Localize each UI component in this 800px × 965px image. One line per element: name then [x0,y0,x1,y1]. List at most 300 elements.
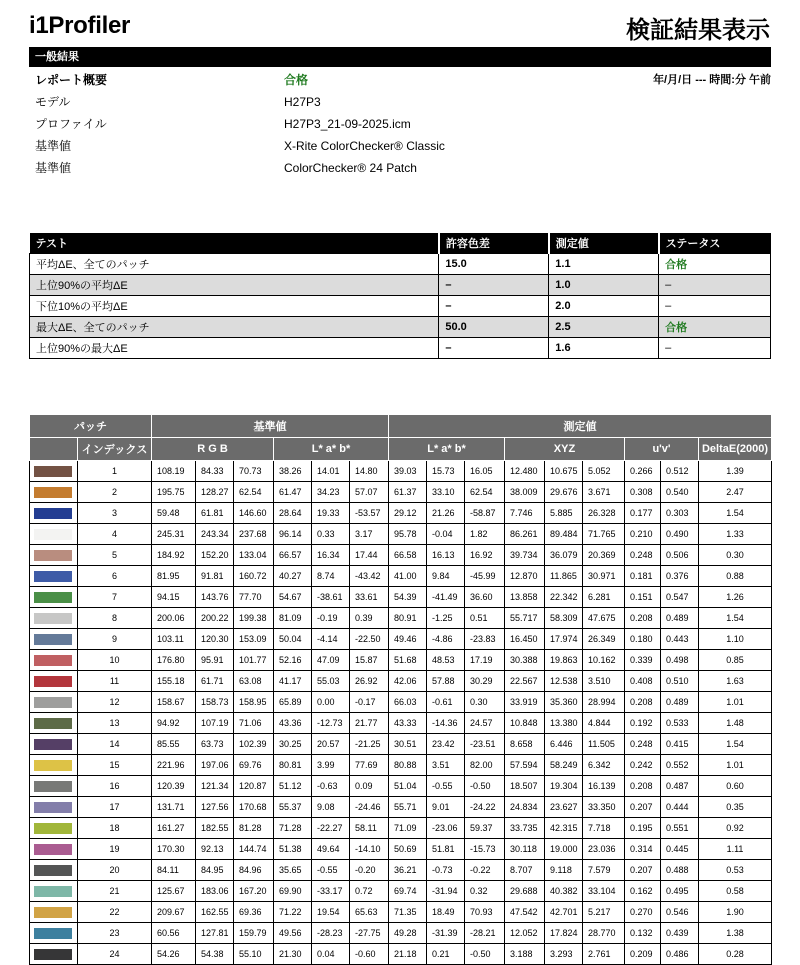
patch-swatch-cell [30,545,78,566]
patch-row [30,671,772,692]
rgb-value: 144.74 [234,839,274,860]
xyz-value: 58.309 [545,608,583,629]
rgb-value: 108.19 [152,461,196,482]
patch-swatch-cell [30,692,78,713]
xyz-value: 24.834 [505,797,545,818]
test-status: – [659,338,771,359]
patch-swatch-cell [30,818,78,839]
xyz-value: 40.382 [545,881,583,902]
test-name: 下位10%の平均ΔE [30,296,439,317]
lab-meas-value: 54.39 [389,587,427,608]
group-patch: パッチ [30,415,152,438]
lab-ref-value: 77.69 [350,755,389,776]
patch-index: 14 [78,734,152,755]
patch-index: 23 [78,923,152,944]
lab-meas-value: -0.04 [427,524,465,545]
lab-ref-value: -0.20 [350,860,389,881]
color-swatch [34,907,72,918]
lab-meas-value: -23.83 [465,629,505,650]
xyz-value: 19.000 [545,839,583,860]
lab-ref-value: 9.08 [312,797,350,818]
summary-label: レポート概要 [35,73,108,87]
rgb-value: 200.22 [196,608,234,629]
color-swatch [34,886,72,897]
color-swatch [34,529,72,540]
lab-ref-value: 65.63 [350,902,389,923]
rgb-value: 245.31 [152,524,196,545]
patch-swatch-cell [30,776,78,797]
lab-meas-value: -23.51 [465,734,505,755]
deltae-value: 1.90 [699,902,772,923]
lab-meas-value: 16.05 [465,461,505,482]
xyz-value: 23.036 [583,839,625,860]
patch-row [30,944,772,965]
xyz-value: 12.052 [505,923,545,944]
rgb-value: 61.81 [196,503,234,524]
lab-ref-value: 50.04 [274,629,312,650]
test-tolerance: 50.0 [439,317,549,338]
patch-index: 20 [78,860,152,881]
xyz-value: 28.770 [583,923,625,944]
uv-value: 0.444 [661,797,699,818]
summary-label: 基準値 [35,161,72,175]
col-tolerance: 許容色差 [439,233,549,254]
lab-ref-value: 51.38 [274,839,312,860]
rgb-value: 69.76 [234,755,274,776]
lab-ref-value: 14.80 [350,461,389,482]
patch-row [30,524,772,545]
uv-value: 0.489 [661,692,699,713]
lab-meas-value: 0.32 [465,881,505,902]
xyz-value: 30.971 [583,566,625,587]
xyz-value: 17.824 [545,923,583,944]
patch-row [30,902,772,923]
lab-meas-value: 3.51 [427,755,465,776]
lab-ref-value: 34.23 [312,482,350,503]
lab-meas-value: 59.37 [465,818,505,839]
lab-meas-value: 21.26 [427,503,465,524]
test-name: 上位90%の最大ΔE [30,338,439,359]
deltae-value: 1.01 [699,755,772,776]
col-deltae: DeltaE(2000) [699,438,772,461]
lab-meas-value: 66.03 [389,692,427,713]
lab-ref-value: -14.10 [350,839,389,860]
lab-ref-value: 51.12 [274,776,312,797]
lab-meas-value: 49.46 [389,629,427,650]
xyz-value: 19.863 [545,650,583,671]
patch-row [30,839,772,860]
lab-meas-value: 80.91 [389,608,427,629]
patch-swatch-cell [30,755,78,776]
lab-meas-value: 30.29 [465,671,505,692]
rgb-value: 120.30 [196,629,234,650]
patch-swatch-cell [30,797,78,818]
col-lab-ref: L* a* b* [274,438,389,461]
lab-ref-value: -12.73 [312,713,350,734]
deltae-value: 0.60 [699,776,772,797]
lab-meas-value: 16.92 [465,545,505,566]
uv-value: 0.192 [625,713,661,734]
lab-ref-value: -24.46 [350,797,389,818]
lab-ref-value: 0.09 [350,776,389,797]
uv-value: 0.376 [661,566,699,587]
xyz-value: 47.675 [583,608,625,629]
uv-value: 0.540 [661,482,699,503]
uv-value: 0.495 [661,881,699,902]
deltae-value: 2.47 [699,482,772,503]
lab-meas-value: 0.21 [427,944,465,965]
color-swatch [34,592,72,603]
xyz-value: 3.293 [545,944,583,965]
uv-value: 0.445 [661,839,699,860]
xyz-value: 89.484 [545,524,583,545]
lab-meas-value: -23.06 [427,818,465,839]
patch-row [30,776,772,797]
lab-meas-value: -14.36 [427,713,465,734]
rgb-value: 197.06 [196,755,234,776]
lab-ref-value: 55.37 [274,797,312,818]
lab-meas-value: -0.73 [427,860,465,881]
xyz-value: 33.919 [505,692,545,713]
patch-index: 7 [78,587,152,608]
lab-meas-value: 1.82 [465,524,505,545]
xyz-value: 6.281 [583,587,625,608]
uv-value: 0.339 [625,650,661,671]
xyz-value: 22.567 [505,671,545,692]
lab-meas-value: 66.58 [389,545,427,566]
rgb-value: 155.18 [152,671,196,692]
test-tolerance: – [439,296,549,317]
xyz-value: 28.994 [583,692,625,713]
xyz-value: 10.675 [545,461,583,482]
lab-meas-value: 70.93 [465,902,505,923]
lab-ref-value: 28.64 [274,503,312,524]
xyz-value: 42.315 [545,818,583,839]
lab-ref-value: -22.27 [312,818,350,839]
xyz-value: 30.118 [505,839,545,860]
lab-ref-value: 0.00 [312,692,350,713]
lab-meas-value: -41.49 [427,587,465,608]
color-swatch [34,802,72,813]
lab-meas-value: 16.13 [427,545,465,566]
lab-ref-value: 43.36 [274,713,312,734]
patch-row [30,566,772,587]
lab-meas-value: 51.81 [427,839,465,860]
patch-row [30,587,772,608]
uv-value: 0.248 [625,545,661,566]
xyz-value: 8.707 [505,860,545,881]
patch-swatch-cell [30,734,78,755]
rgb-value: 176.80 [152,650,196,671]
patch-row [30,650,772,671]
patch-swatch-cell [30,503,78,524]
rgb-value: 85.55 [152,734,196,755]
lab-meas-value: 36.21 [389,860,427,881]
uv-value: 0.303 [661,503,699,524]
lab-meas-value: -1.25 [427,608,465,629]
color-swatch [34,718,72,729]
xyz-value: 17.974 [545,629,583,650]
patch-swatch-cell [30,650,78,671]
lab-meas-value: -24.22 [465,797,505,818]
xyz-value: 12.538 [545,671,583,692]
color-swatch [34,781,72,792]
patch-index: 21 [78,881,152,902]
lab-meas-value: 24.57 [465,713,505,734]
lab-ref-value: 3.17 [350,524,389,545]
rgb-value: 84.33 [196,461,234,482]
xyz-value: 13.380 [545,713,583,734]
lab-ref-value: 0.33 [312,524,350,545]
patch-swatch-cell [30,923,78,944]
lab-ref-value: 49.64 [312,839,350,860]
rgb-value: 70.73 [234,461,274,482]
lab-ref-value: -21.25 [350,734,389,755]
rgb-value: 120.39 [152,776,196,797]
lab-meas-value: -0.61 [427,692,465,713]
rgb-value: 128.27 [196,482,234,503]
uv-value: 0.195 [625,818,661,839]
xyz-value: 7.718 [583,818,625,839]
xyz-value: 7.746 [505,503,545,524]
patch-swatch-cell [30,566,78,587]
lab-ref-value: 19.54 [312,902,350,923]
uv-value: 0.151 [625,587,661,608]
summary-row [29,113,771,135]
patch-index: 16 [78,776,152,797]
patch-index: 11 [78,671,152,692]
uv-value: 0.443 [661,629,699,650]
deltae-value: 1.33 [699,524,772,545]
uv-value: 0.415 [661,734,699,755]
test-row [30,338,771,359]
lab-meas-value: 15.73 [427,461,465,482]
xyz-value: 2.761 [583,944,625,965]
xyz-value: 58.249 [545,755,583,776]
deltae-value: 1.10 [699,629,772,650]
xyz-value: 55.717 [505,608,545,629]
uv-value: 0.162 [625,881,661,902]
uv-value: 0.314 [625,839,661,860]
patch-row [30,818,772,839]
lab-ref-value: 26.92 [350,671,389,692]
lab-ref-value: 61.47 [274,482,312,503]
uv-value: 0.487 [661,776,699,797]
test-measured: 2.0 [549,296,659,317]
lab-meas-value: 9.84 [427,566,465,587]
lab-ref-value: -0.19 [312,608,350,629]
lab-meas-value: 33.10 [427,482,465,503]
lab-meas-value: 82.00 [465,755,505,776]
rgb-value: 146.60 [234,503,274,524]
date-time: 年/月/日 --- 時間:分 午前 [653,74,771,86]
patch-row [30,860,772,881]
lab-ref-value: -28.23 [312,923,350,944]
rgb-value: 55.10 [234,944,274,965]
rgb-value: 60.56 [152,923,196,944]
lab-meas-value: 30.51 [389,734,427,755]
test-tolerance: 15.0 [439,254,549,275]
summary-row [29,69,771,91]
xyz-value: 13.858 [505,587,545,608]
lab-ref-value: 15.87 [350,650,389,671]
rgb-value: 243.34 [196,524,234,545]
lab-meas-value: 48.53 [427,650,465,671]
rgb-value: 54.38 [196,944,234,965]
patch-swatch-cell [30,860,78,881]
patch-row [30,797,772,818]
lab-ref-value: 55.03 [312,671,350,692]
xyz-value: 10.848 [505,713,545,734]
xyz-value: 47.542 [505,902,545,923]
xyz-value: 42.701 [545,902,583,923]
lab-ref-value: 19.33 [312,503,350,524]
rgb-value: 103.11 [152,629,196,650]
test-tolerance: – [439,275,549,296]
xyz-value: 19.304 [545,776,583,797]
col-measured: 測定値 [549,233,659,254]
rgb-value: 63.73 [196,734,234,755]
lab-meas-value: 95.78 [389,524,427,545]
patch-swatch-cell [30,524,78,545]
patch-swatch-cell [30,482,78,503]
xyz-value: 26.349 [583,629,625,650]
summary-value: H27P3_21-09-2025.icm [284,117,411,131]
test-measured: 2.5 [549,317,659,338]
patch-swatch-cell [30,608,78,629]
patch-swatch-cell [30,461,78,482]
lab-ref-value: -0.17 [350,692,389,713]
patch-index: 18 [78,818,152,839]
test-name: 平均ΔE、全てのパッチ [30,254,439,275]
rgb-value: 81.95 [152,566,196,587]
xyz-value: 57.594 [505,755,545,776]
lab-ref-value: 54.67 [274,587,312,608]
patch-swatch-cell [30,587,78,608]
xyz-value: 4.844 [583,713,625,734]
lab-meas-value: 51.04 [389,776,427,797]
lab-meas-value: 80.88 [389,755,427,776]
rgb-value: 167.20 [234,881,274,902]
patch-index: 6 [78,566,152,587]
deltae-value: 1.48 [699,713,772,734]
col-index: インデックス [78,438,152,461]
lab-ref-value: 21.30 [274,944,312,965]
test-row [30,275,771,296]
lab-ref-value: 17.44 [350,545,389,566]
rgb-value: 127.56 [196,797,234,818]
lab-meas-value: 50.69 [389,839,427,860]
uv-value: 0.510 [661,671,699,692]
rgb-value: 152.20 [196,545,234,566]
col-lab-meas: L* a* b* [389,438,505,461]
xyz-value: 23.627 [545,797,583,818]
patch-index: 9 [78,629,152,650]
lab-meas-value: 71.35 [389,902,427,923]
lab-meas-value: 9.01 [427,797,465,818]
lab-ref-value: 30.25 [274,734,312,755]
xyz-value: 39.734 [505,545,545,566]
lab-ref-value: 3.99 [312,755,350,776]
lab-ref-value: -53.57 [350,503,389,524]
patch-swatch-cell [30,671,78,692]
lab-ref-value: 69.90 [274,881,312,902]
test-results-table [29,233,771,359]
uv-value: 0.533 [661,713,699,734]
patch-swatch-cell [30,713,78,734]
deltae-value: 0.35 [699,797,772,818]
group-measured: 測定値 [389,415,772,438]
rgb-value: 221.96 [152,755,196,776]
deltae-value: 0.28 [699,944,772,965]
patch-table [29,414,772,965]
rgb-value: 195.75 [152,482,196,503]
xyz-value: 6.342 [583,755,625,776]
deltae-value: 1.63 [699,671,772,692]
rgb-value: 125.67 [152,881,196,902]
uv-value: 0.552 [661,755,699,776]
uv-value: 0.498 [661,650,699,671]
patch-swatch-cell [30,881,78,902]
xyz-value: 86.261 [505,524,545,545]
lab-ref-value: -33.17 [312,881,350,902]
summary-value: X-Rite ColorChecker® Classic [284,139,445,153]
deltae-value: 1.26 [699,587,772,608]
uv-value: 0.132 [625,923,661,944]
summary-row [29,91,771,113]
rgb-value: 120.87 [234,776,274,797]
patch-index: 1 [78,461,152,482]
test-row [30,296,771,317]
deltae-value: 0.53 [699,860,772,881]
xyz-value: 5.885 [545,503,583,524]
patch-row [30,923,772,944]
rgb-value: 200.06 [152,608,196,629]
rgb-value: 199.38 [234,608,274,629]
lab-meas-value: 62.54 [465,482,505,503]
uv-value: 0.177 [625,503,661,524]
lab-ref-value: 49.56 [274,923,312,944]
color-swatch [34,676,72,687]
patch-swatch-cell [30,629,78,650]
color-swatch [34,697,72,708]
patch-index: 19 [78,839,152,860]
lab-meas-value: -0.50 [465,944,505,965]
uv-value: 0.512 [661,461,699,482]
xyz-value: 5.052 [583,461,625,482]
test-row [30,254,771,275]
lab-ref-value: 57.07 [350,482,389,503]
lab-ref-value: 80.81 [274,755,312,776]
lab-meas-value: -4.86 [427,629,465,650]
lab-meas-value: 0.30 [465,692,505,713]
lab-meas-value: 55.71 [389,797,427,818]
rgb-value: 69.36 [234,902,274,923]
patch-index: 10 [78,650,152,671]
xyz-value: 33.104 [583,881,625,902]
test-name: 最大ΔE、全てのパッチ [30,317,439,338]
color-swatch [34,844,72,855]
uv-value: 0.180 [625,629,661,650]
lab-meas-value: 61.37 [389,482,427,503]
lab-ref-value: 71.28 [274,818,312,839]
col-uv: u'v' [625,438,699,461]
uv-value: 0.439 [661,923,699,944]
rgb-value: 158.73 [196,692,234,713]
summary-value: ColorChecker® 24 Patch [284,161,417,175]
lab-ref-value: 14.01 [312,461,350,482]
lab-meas-value: 71.09 [389,818,427,839]
